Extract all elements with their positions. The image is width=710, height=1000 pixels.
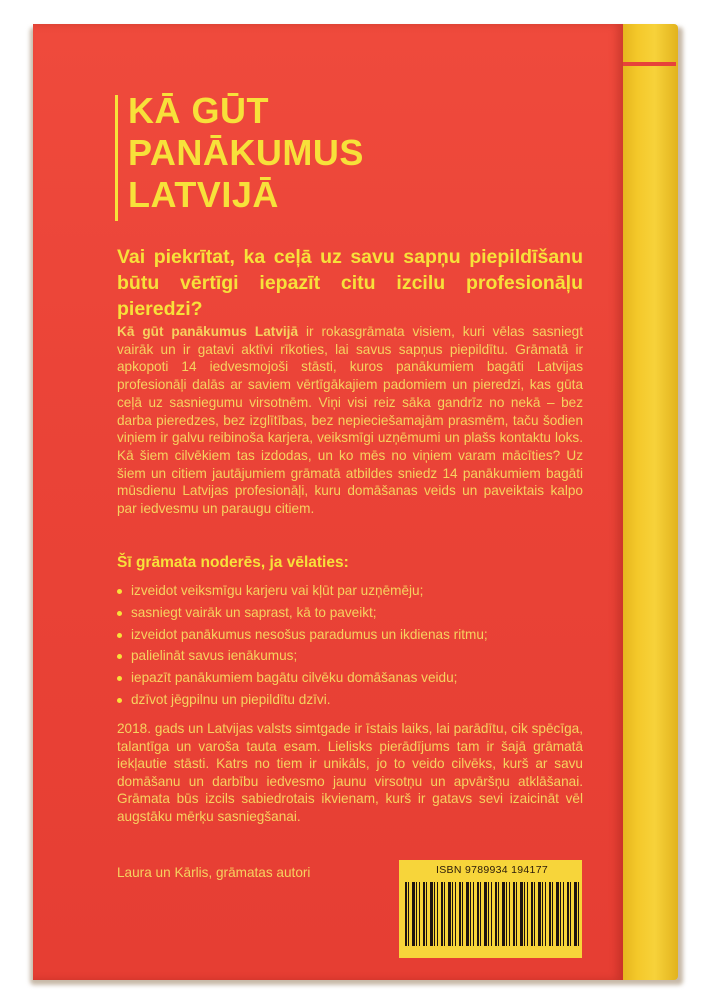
- intro-paragraph: [117, 323, 583, 518]
- spine-red-stripe: [620, 62, 676, 66]
- authors-signature: Laura un Kārlis, grāmatas autori: [117, 865, 311, 880]
- isbn-number: ISBN 9789934 194177: [436, 864, 548, 876]
- closing-paragraph: 2018. gads un Latvijas valsts simtgade ir īstais laiks, lai parādītu, cik spēcīga, talantīga un varoša tauta esam. Lielisks pierādījums tam ir šajā grāmatā iekļautie stāsti. Katrs no tiem ir unikāls, jo to veido cilvēks, kurš ar savu domāšanu un darbību iedvesmo jaunu virsotņu un apvāršņu atklāšanai. Grāmata būs izcils sabiedrotais ikvienam, kurš ir gatavs sevi izaicināt vēl augstāku mērķu sasniegšanai.: [117, 721, 583, 824]
- barcode-label: [399, 860, 582, 958]
- list-item: izveidot panākumus nesošus paradumus un ikdienas ritmu;: [117, 624, 583, 646]
- list-item: palielināt savus ienākumus;: [117, 645, 583, 667]
- lead-question: Vai piekrītat, ka ceļā uz savu sapņu piepildīšanu būtu vērtīgi iepazīt citu izcilu profesionāļu pieredzi?: [117, 246, 583, 320]
- benefits-heading: Šī grāmata noderēs, ja vēlaties:: [117, 554, 349, 571]
- list-item: iepazīt panākumiem bagātu cilvēku domāšanas veidu;: [117, 667, 583, 689]
- title-accent-bar: [115, 95, 118, 221]
- intro-text: ir rokasgrāmata visiem, kuri vēlas sasniegt vairāk un ir gatavi aktīvi rīkoties, lai savus sapņus piepildītu. Grāmatā ir apkopoti 14 iedvesmojoši stāsti, kuros panākumiem bagāti Latvijas profesionāļi dalās ar saviem vērtīgākajiem padomiem un pieredzi, kas gūta ceļā uz sasniegumu virsotnēm. Viņi visi reiz sāka gandrīz no nekā – bez darba pieredzes, bez izglītības, bez nepieciešamajām prasmēm, taču šodien viņiem ir galvu reibinoša karjera, veiksmīgi uzņēmumi un plašs kontaktu loks. Kā šiem cilvēkiem tas izdodas, un ko mēs no viņiem varam mācīties? Uz šiem un citiem jautājumiem grāmatā atbildes sniedz 14 panākumiem bagāti mūsdienu Latvijas profesionāļi, kuru domāšanas veids un paveiktais kalpo par iedvesmu un paraugu citiem.: [117, 324, 584, 517]
- book-title: [128, 90, 428, 216]
- book-spine: [620, 24, 678, 980]
- title-line-3: LATVIJĀ: [128, 174, 279, 215]
- list-item: sasniegt vairāk un saprast, kā to paveikt;: [117, 602, 583, 624]
- benefits-list: [117, 580, 583, 711]
- list-item: izveidot veiksmīgu karjeru vai kļūt par uzņēmēju;: [117, 580, 583, 602]
- barcode-icon: [405, 882, 579, 946]
- title-line-1: KĀ GŪT: [128, 90, 269, 131]
- intro-book-name: Kā gūt panākumus Latvijā: [117, 324, 299, 339]
- title-line-2: PANĀKUMUS: [128, 132, 364, 173]
- list-item: dzīvot jēgpilnu un piepildītu dzīvi.: [117, 689, 583, 711]
